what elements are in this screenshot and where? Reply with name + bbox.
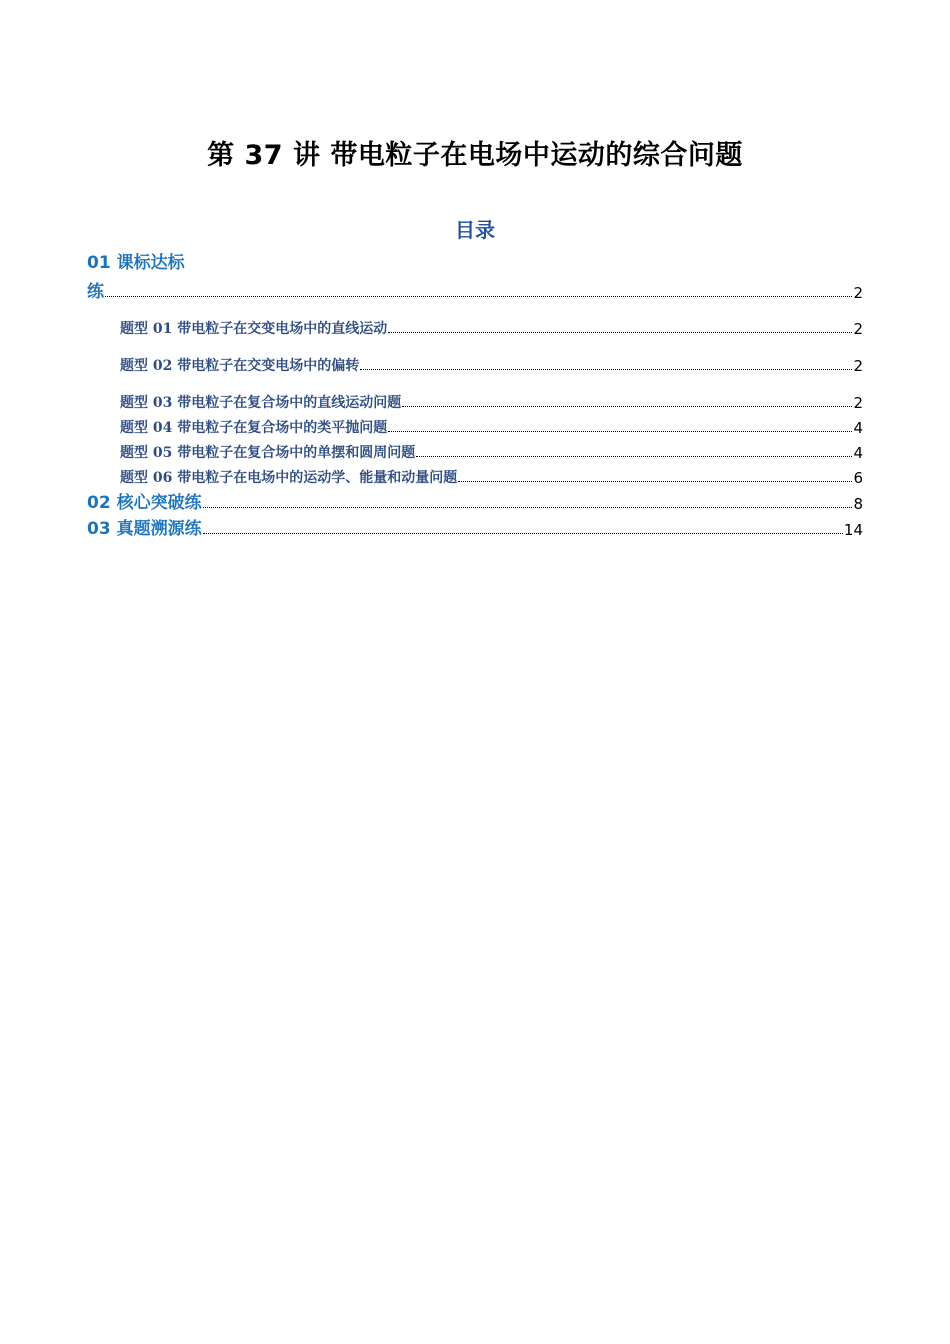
toc-entry-item-5[interactable] — [120, 444, 863, 462]
toc-leader-dots — [458, 480, 852, 482]
toc-leader-dots — [360, 368, 852, 370]
toc-page-number: 4 — [853, 419, 863, 437]
toc-item-label: 题型 05 带电粒子在复合场中的单摆和圆周问题 — [120, 445, 416, 461]
toc-item-label: 题型 06 带电粒子在电场中的运动学、能量和动量问题 — [120, 470, 458, 486]
toc-section-1-label-line1[interactable]: 01 课标达标 — [87, 253, 185, 273]
toc-leader-dots — [402, 405, 852, 407]
toc-page-number: 2 — [853, 394, 863, 412]
page-title: 第 37 讲 带电粒子在电场中运动的综合问题 — [207, 140, 743, 171]
toc-leader-dots — [105, 295, 852, 297]
toc-entry-item-6[interactable] — [120, 469, 863, 487]
toc-leader-dots — [388, 430, 852, 432]
toc-page-number: 2 — [853, 284, 863, 302]
toc-item-label: 题型 02 带电粒子在交变电场中的偏转 — [120, 358, 360, 374]
toc-leader-dots — [416, 455, 852, 457]
toc-section-label: 02 核心突破练 — [87, 493, 202, 513]
toc-item-label: 题型 01 带电粒子在交变电场中的直线运动 — [120, 321, 388, 337]
toc-item-label: 题型 03 带电粒子在复合场中的直线运动问题 — [120, 395, 402, 411]
toc-entry-item-3[interactable] — [120, 394, 863, 412]
toc-entry-section-1[interactable] — [87, 282, 863, 302]
toc-page-number: 6 — [853, 469, 863, 487]
toc-page-number: 8 — [853, 495, 863, 513]
toc-entry-item-2[interactable] — [120, 357, 863, 375]
toc-leader-dots — [203, 532, 843, 534]
toc-item-label: 题型 04 带电粒子在复合场中的类平抛问题 — [120, 420, 388, 436]
toc-section-label: 03 真题溯源练 — [87, 519, 202, 539]
toc-entry-item-4[interactable] — [120, 419, 863, 437]
toc-entry-section-2[interactable] — [87, 493, 863, 513]
toc-page-number: 4 — [853, 444, 863, 462]
toc-page-number: 2 — [853, 320, 863, 338]
toc-leader-dots — [388, 331, 852, 333]
toc-entry-item-1[interactable] — [120, 320, 863, 338]
toc-page-number: 2 — [853, 357, 863, 375]
toc-entry-section-3[interactable] — [87, 519, 863, 539]
toc-page-number: 14 — [843, 521, 863, 539]
toc-heading: 目录 — [455, 218, 495, 242]
toc-leader-dots — [203, 506, 853, 508]
toc-section-1-label-line2: 练 — [87, 282, 104, 302]
